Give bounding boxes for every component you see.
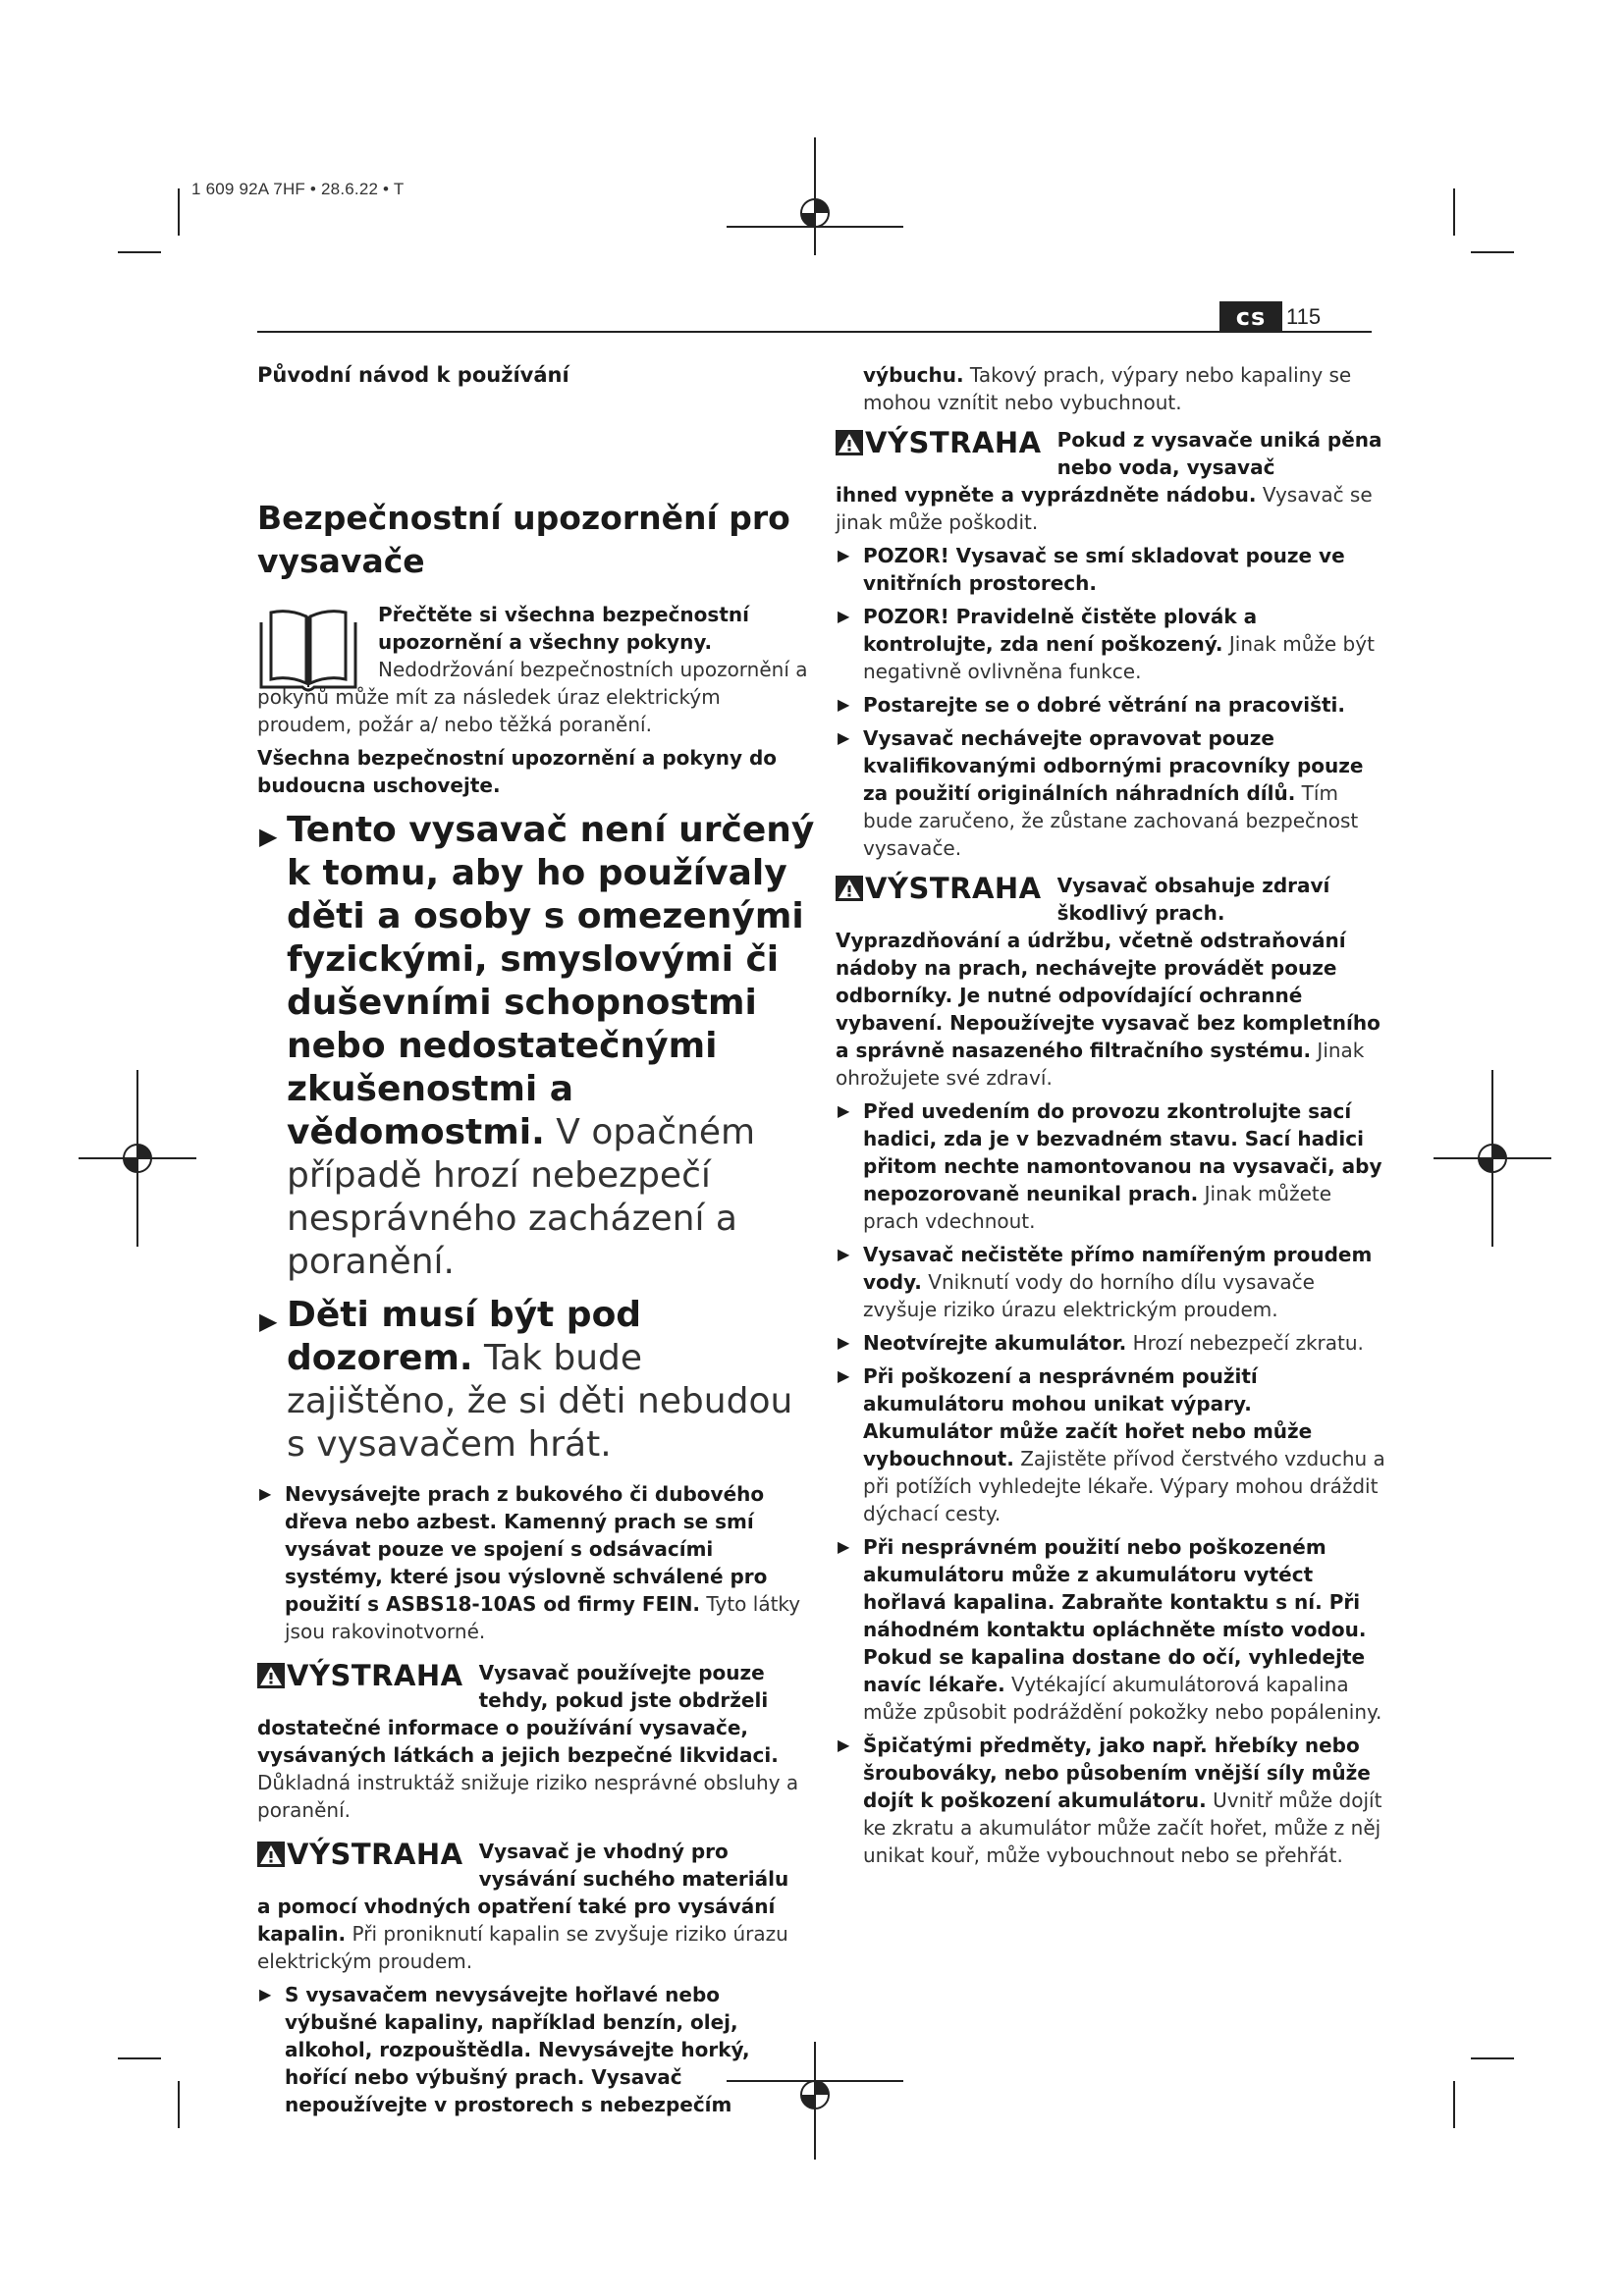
bullet-light: V opačném případě hrozí nebezpečí nesprávného zacházení a poranění. [287,1112,756,1282]
list-item [836,1533,1385,1726]
bullet-light: Uvnitř může dojít ke zkratu a akumulátor může začít hořet, může z něj unikat kouř, může vybouchnout nebo se přehřát. [863,1789,1382,1867]
section-heading: Bezpečnostní upozornění pro vysavače [257,499,790,580]
bullet-arrow-icon: ▶ [259,1985,272,2003]
crop-mark [1471,2057,1514,2059]
bullet-bold: Tento vysavač není určený k tomu, aby ho používaly děti a osoby s omezenými fyzickými, smyslovými či duševními schopnostmi nebo nedostatečnými zkušenostmi a vědomostmi. [287,810,815,1152]
list-item [836,1362,1385,1527]
warning-head: Vysavač je vhodný pro vysávání suchého materiálu [478,1840,789,1891]
warning-light: Vysavač se jinak může poškodit. [836,483,1373,534]
warning-label: VÝSTRAHA [865,426,1042,459]
intro-bold: Přečtěte si všechna bezpečnostní upozornění a všechny pokyny. [378,603,749,654]
bullet-bold: Vysavač nečistěte přímo namířeným proudem vody. [863,1243,1373,1294]
warning-block [836,426,1385,536]
bullet-arrow-icon: ▶ [838,1735,850,1754]
left-column [257,361,817,2118]
bullet-bold: Špičatými předměty, jako např. hřebíky nebo šroubováky, nebo působením vnější síly může dojít k poškození akumulátoru. [863,1734,1371,1812]
language-tag: cs [1219,301,1282,333]
bullet-arrow-icon: ▶ [838,1101,850,1120]
bullet-light: Tím bude zaručeno, že zůstane zachovaná bezpečnost vysavače. [863,781,1359,860]
continued-bold: výbuchu. [863,363,964,387]
list-item [257,1294,817,1467]
warning-bold: dostatečné informace o používání vysavače, vysávaných látkách a jejich bezpečné likvidaci. [257,1716,779,1767]
bullet-arrow-icon: ▶ [838,1366,850,1385]
bullet-arrow-icon: ▶ [259,1484,272,1503]
bullet-bold: Nevysávejte prach z bukového či dubového dřeva nebo azbest. Kamenný prach se smí vysávat pouze ve spojení s odsávacími systémy, které jsou výslovně schválené pro použití s ASBS18-10AS od firmy FEIN. [285,1482,768,1616]
bullet-bold: Děti musí být pod dozorem. [287,1295,642,1378]
bullet-bold: POZOR! Pravidelně čistěte plovák a kontrolujte, zda není poškozený. [863,605,1258,656]
bullet-light: Tak bude zajištěno, že si děti nebudou s vysavačem hrát. [287,1338,793,1465]
warning-block [257,1659,817,1824]
list-item [836,1241,1385,1323]
header-rule [257,331,1372,333]
bullet-arrow-icon: ▶ [838,607,850,625]
bullet-arrow-icon: ▶ [838,728,850,747]
list-item [836,1732,1385,1869]
list-item [257,1981,817,2118]
warning-label: VÝSTRAHA [287,1838,463,1871]
keep-instructions: Všechna bezpečnostní upozornění a pokyny do budoucna uschovejte. [257,746,778,797]
bullet-light: Jinak můžete prach vdechnout. [863,1182,1332,1233]
list-item [257,1480,817,1645]
bullet-light: Tyto látky jsou rakovinotvorné. [285,1592,801,1643]
page-number: 115 [1286,304,1322,329]
bullet-arrow-icon: ▶ [838,1333,850,1352]
warning-light: Důkladná instruktáž snižuje riziko nesprávné obsluhy a poranění. [257,1771,799,1822]
bullet-bold: Neotvírejte akumulátor. [863,1331,1127,1355]
list-item [836,724,1385,862]
crop-mark [118,251,161,253]
warning-head: Pokud z vysavače uniká pěna nebo voda, vysavač [1056,428,1382,479]
bullet-light: Jinak může být negativně ovlivněna funkce. [863,632,1375,683]
warning-triangle-icon [257,1663,285,1688]
list-item [836,542,1385,597]
warning-bold: Vyprazdňování a údržbu, včetně odstraňování nádoby na prach, nechávejte provádět pouze odborníky. Je nutné odpovídající ochranné vybavení. Nepoužívejte vysavač bez kompletního a správně nasazeného filtračního systému. [836,929,1380,1062]
open-book-icon [257,609,359,695]
bullet-bold: Postarejte se o dobré větrání na pracovišti. [863,693,1345,717]
list-item [836,603,1385,685]
warning-label: VÝSTRAHA [287,1659,463,1692]
crop-mark [1453,2081,1455,2128]
bullet-arrow-icon: ▶ [838,1245,850,1263]
list-item [836,691,1385,719]
warning-label: VÝSTRAHA [865,872,1042,905]
bullet-bold: Při poškození a nesprávném použití akumulátoru mohou unikat výpary. Akumulátor může začít hořet nebo může vybouchnout. [863,1364,1313,1470]
crop-mark [118,2057,161,2059]
continued-text [836,361,1385,416]
warning-head: Vysavač používejte pouze tehdy, pokud jste obdrželi [478,1661,769,1712]
crop-mark [178,2081,180,2128]
intro-light: Nedodržování bezpečnostních upozornění a pokynů může mít za následek úraz elektrickým proudem, požár a/ nebo těžká poranění. [257,658,808,736]
registration-mark-top [727,137,903,255]
warning-triangle-icon [836,430,863,455]
crop-mark [1453,188,1455,236]
crop-mark [1471,251,1514,253]
bullet-light: Zajistěte přívod čerstvého vzduchu a při potížích vyhledejte lékaře. Výpary mohou dráždit dýchací cesty. [863,1447,1385,1525]
list-item [836,1329,1385,1357]
bullet-arrow-icon: ▶ [838,546,850,564]
bullet-light: Vytékající akumulátorová kapalina může způsobit podráždění pokožky nebo popáleniny. [863,1673,1382,1724]
list-item [836,1097,1385,1235]
bullet-light: Hrozí nebezpečí zkratu. [1132,1331,1364,1355]
warning-head: Vysavač obsahuje zdraví škodlivý prach. [1056,874,1330,925]
registration-mark-left [79,1070,196,1247]
registration-mark-right [1434,1070,1551,1247]
doc-title: Původní návod k používání [257,363,569,387]
bullet-bold: POZOR! Vysavač se smí skladovat pouze ve vnitřních prostorech. [863,544,1345,595]
warning-bold: a pomocí vhodných opatření také pro vysávání kapalin. [257,1895,776,1946]
bullet-arrow-icon: ▶ [259,823,278,850]
bullet-light: Vniknutí vody do horního dílu vysavače zvyšuje riziko úrazu elektrickým proudem. [863,1270,1315,1321]
bullet-bold: S vysavačem nevysávejte hořlavé nebo výbušné kapaliny, například benzín, olej, alkohol, rozpouštědla. Nevysávejte horký, hořící nebo výbušný prach. Vysavač nepoužívejte v prostorech s nebezpečím [285,1983,750,2116]
bullet-arrow-icon: ▶ [838,1537,850,1556]
bullet-arrow-icon: ▶ [838,695,850,714]
warning-light: Jinak ohrožujete své zdraví. [836,1039,1365,1090]
list-item [257,809,817,1284]
warning-bold: ihned vypněte a vyprázdněte nádobu. [836,483,1257,507]
crop-mark [178,188,180,236]
bullet-arrow-icon: ▶ [259,1308,278,1335]
warning-light: Při proniknutí kapalin se zvyšuje riziko úrazu elektrickým proudem. [257,1922,788,1973]
warning-block [257,1838,817,1975]
continued-light: Takový prach, výpary nebo kapaliny se mohou vznítit nebo vybuchnout. [863,363,1352,414]
warning-triangle-icon [836,876,863,901]
warning-block [836,872,1385,1092]
bullet-bold: Při nesprávném použití nebo poškozeném akumulátoru může z akumulátoru vytéct hořlavá kapalina. Zabraňte kontaktu s ní. Při náhodném kontaktu opláchněte místo vodou. Pokud se kapalina dostane do očí, vyhledejte navíc lékaře. [863,1535,1367,1696]
warning-triangle-icon [257,1842,285,1867]
bullet-bold: Před uvedením do provozu zkontrolujte sací hadici, zda je v bezvadném stavu. Sací hadici přitom nechte namontovanou na vysavači, aby nepozorovaně neunikal prach. [863,1099,1382,1205]
read-instructions-block [257,601,817,738]
print-job-code: 1 609 92A 7HF • 28.6.22 • T [191,180,405,198]
right-column [836,361,1385,1869]
bullet-bold: Vysavač nechávejte opravovat pouze kvalifikovanými odbornými pracovníky pouze za použití originálních náhradních dílů. [863,726,1364,805]
